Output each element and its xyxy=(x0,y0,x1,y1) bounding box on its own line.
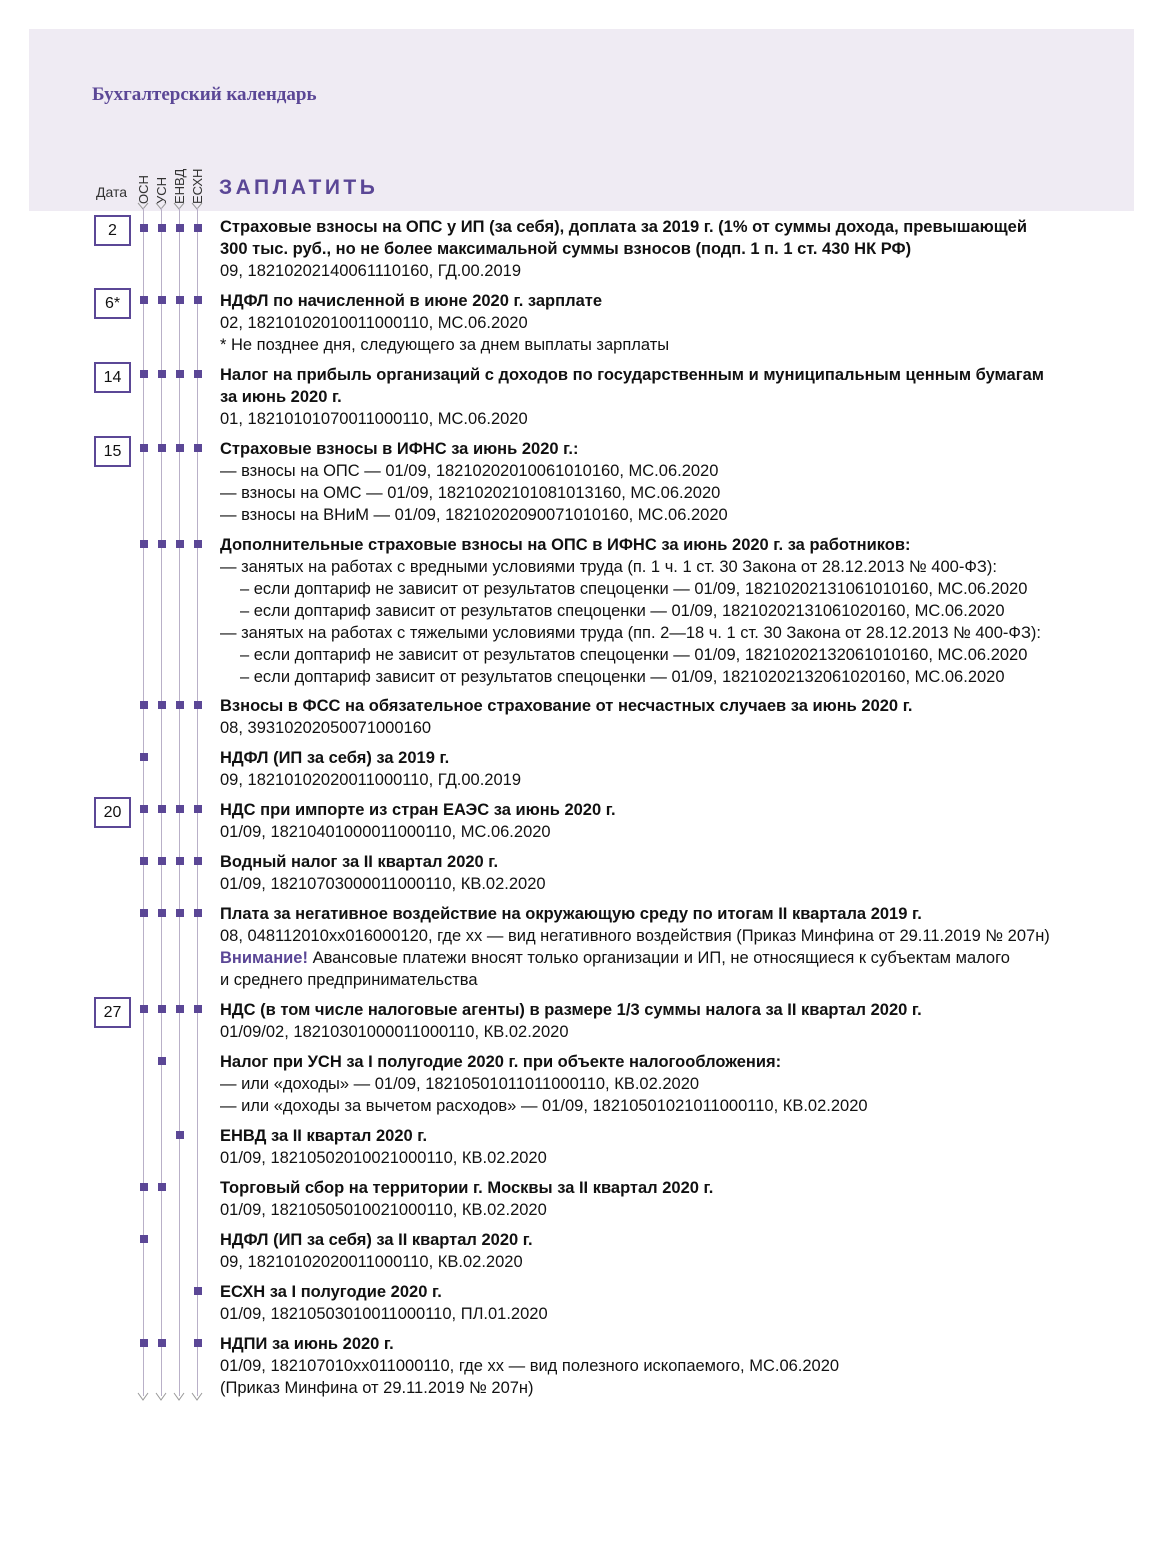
entry-detail: 01/09, 18210502010021000110, КВ.02.2020 xyxy=(220,1149,547,1167)
entry-detail: — взносы на ОМС — 01/09, 18210202101081013160, МС.06.2020 xyxy=(220,484,721,502)
entry-title: НДС (в том числе налоговые агенты) в размере 1/3 суммы налога за II квартал 2020 г. xyxy=(220,1001,922,1019)
entry-detail: – если доптариф зависит от результатов спецоценки — 01/09, 18210202131061020160, МС.06.2020 xyxy=(240,602,1005,620)
timeline-envd xyxy=(179,208,180,1396)
marker-envd xyxy=(176,540,184,548)
entry xyxy=(220,1333,1120,1399)
marker-usn xyxy=(158,805,166,813)
entry-detail: 08, 048112010xx016000120, где хх — вид негативного воздействия (Приказ Минфина от 29.11.2019 № 207н) xyxy=(220,927,1050,945)
marker-envd xyxy=(176,857,184,865)
marker-osn xyxy=(140,296,148,304)
entry-title: Дополнительные страховые взносы на ОПС в ИФНС за июнь 2020 г. за работников: xyxy=(220,536,911,554)
entry xyxy=(220,1229,1120,1273)
marker-usn xyxy=(158,444,166,452)
marker-usn xyxy=(158,540,166,548)
marker-usn xyxy=(158,1183,166,1191)
marker-eshn xyxy=(194,296,202,304)
entry xyxy=(220,364,1120,430)
entry xyxy=(220,1051,1120,1117)
column-header-date: Дата xyxy=(96,184,128,200)
page-title: Бухгалтерский календарь xyxy=(92,84,317,105)
entry-detail: — взносы на ОПС — 01/09, 18210202010061010160, МС.06.2020 xyxy=(220,462,719,480)
section-title: ЗАПЛАТИТЬ xyxy=(219,176,379,199)
marker-usn xyxy=(158,909,166,917)
entry xyxy=(220,534,1120,688)
entry-detail: — или «доходы» — 01/09, 18210501011011000110, КВ.02.2020 xyxy=(220,1075,700,1093)
entry xyxy=(220,1281,1120,1325)
timeline-eshn xyxy=(197,208,198,1396)
entry-detail: 09, 18210102020011000110, КВ.02.2020 xyxy=(220,1253,523,1271)
entry-detail: 09, 18210202140061110160, ГД.00.2019 xyxy=(220,262,522,280)
date-box: 6* xyxy=(94,288,131,319)
entry xyxy=(220,438,1120,526)
entry-detail xyxy=(220,947,1120,969)
marker-osn xyxy=(140,857,148,865)
marker-envd xyxy=(176,224,184,232)
entry-title: ЕНВД за II квартал 2020 г. xyxy=(220,1127,428,1145)
marker-usn xyxy=(158,1057,166,1065)
marker-envd xyxy=(176,1005,184,1013)
timeline-osn xyxy=(143,208,144,1396)
arrow-down-icon xyxy=(173,1390,185,1402)
marker-envd xyxy=(176,444,184,452)
timeline-usn xyxy=(161,208,162,1396)
entry-title: Водный налог за II квартал 2020 г. xyxy=(220,853,499,871)
marker-eshn xyxy=(194,701,202,709)
marker-osn xyxy=(140,1005,148,1013)
entry xyxy=(220,1125,1120,1169)
entry-title: НДФЛ (ИП за себя) за II квартал 2020 г. xyxy=(220,1231,533,1249)
entry-title: НДФЛ по начисленной в июне 2020 г. зарплате xyxy=(220,292,602,310)
marker-envd xyxy=(176,296,184,304)
entry-detail: 08, 39310202050071000160 xyxy=(220,719,432,737)
entry-detail-text: Авансовые платежи вносят только организации и ИП, не относящиеся к субъектам малого xyxy=(307,949,1010,967)
marker-envd xyxy=(176,701,184,709)
entry xyxy=(220,216,1120,282)
entry-title: Плата за негативное воздействие на окружающую среду по итогам II квартала 2019 г. xyxy=(220,905,922,923)
arrow-down-icon xyxy=(191,1390,203,1402)
attention-label: Внимание! xyxy=(220,949,308,967)
marker-osn xyxy=(140,1235,148,1243)
entry-detail: и среднего предпринимательства xyxy=(220,971,478,989)
entry-detail: — занятых на работах с вредными условиями труда (п. 1 ч. 1 ст. 30 Закона от 28.12.2013 № 400-ФЗ): xyxy=(220,558,997,576)
marker-eshn xyxy=(194,224,202,232)
entry-detail: – если доптариф не зависит от результатов спецоценки — 01/09, 18210202132061010160, МС.06.2020 xyxy=(240,646,1028,664)
entry-title: ЕСХН за I полугодие 2020 г. xyxy=(220,1283,442,1301)
entry-detail: 09, 18210102020011000110, ГД.00.2019 xyxy=(220,771,522,789)
entry-detail: 01, 18210101070011000110, МС.06.2020 xyxy=(220,410,528,428)
marker-eshn xyxy=(194,370,202,378)
entry-detail: — взносы на ВНиМ — 01/09, 18210202090071010160, МС.06.2020 xyxy=(220,506,728,524)
marker-envd xyxy=(176,1131,184,1139)
marker-usn xyxy=(158,370,166,378)
entry-detail: 01/09, 18210505010021000110, КВ.02.2020 xyxy=(220,1201,547,1219)
entry xyxy=(220,999,1120,1043)
arrow-down-icon xyxy=(137,1390,149,1402)
marker-eshn xyxy=(194,444,202,452)
entry-detail: — или «доходы за вычетом расходов» — 01/09, 18210501021011000110, КВ.02.2020 xyxy=(220,1097,868,1115)
entry xyxy=(220,903,1120,991)
column-header-eshn: ЕСХН xyxy=(190,168,205,204)
marker-osn xyxy=(140,753,148,761)
marker-envd xyxy=(176,805,184,813)
date-box: 20 xyxy=(94,797,131,828)
entry-detail: (Приказ Минфина от 29.11.2019 № 207н) xyxy=(220,1379,534,1397)
entry-title: Страховые взносы на ОПС у ИП (за себя), доплата за 2019 г. (1% от суммы дохода, превышающей xyxy=(220,218,1027,236)
entry-title: Налог на прибыль организаций с доходов по государственным и муниципальным ценным бумагам xyxy=(220,366,1044,384)
entry xyxy=(220,851,1120,895)
entry-detail: 01/09, 18210503010011000110, ПЛ.01.2020 xyxy=(220,1305,548,1323)
column-header-usn: УСН xyxy=(154,176,169,204)
entry-detail: 02, 18210102010011000110, МС.06.2020 xyxy=(220,314,528,332)
entry-title: Торговый сбор на территории г. Москвы за II квартал 2020 г. xyxy=(220,1179,714,1197)
entry-title: Страховые взносы в ИФНС за июнь 2020 г.: xyxy=(220,440,579,458)
marker-usn xyxy=(158,1005,166,1013)
marker-eshn xyxy=(194,1005,202,1013)
entry-title: Взносы в ФСС на обязательное страхование от несчастных случаев за июнь 2020 г. xyxy=(220,697,913,715)
entry xyxy=(220,695,1120,739)
marker-eshn xyxy=(194,909,202,917)
entry-detail: – если доптариф не зависит от результатов спецоценки — 01/09, 18210202131061010160, МС.06.2020 xyxy=(240,580,1028,598)
marker-eshn xyxy=(194,1287,202,1295)
date-box: 2 xyxy=(94,215,131,246)
marker-osn xyxy=(140,1339,148,1347)
marker-eshn xyxy=(194,540,202,548)
entry-footnote: * Не позднее дня, следующего за днем выплаты зарплаты xyxy=(220,336,670,354)
entry xyxy=(220,1177,1120,1221)
entry-detail: – если доптариф зависит от результатов спецоценки — 01/09, 18210202132061020160, МС.06.2020 xyxy=(240,668,1005,686)
column-header-envd: ЕНВД xyxy=(172,168,187,204)
marker-usn xyxy=(158,1339,166,1347)
entry-title: за июнь 2020 г. xyxy=(220,388,342,406)
entry-detail: 01/09, 182107010xx011000110, где хх — вид полезного ископаемого, МС.06.2020 xyxy=(220,1357,840,1375)
arrow-down-icon xyxy=(155,1390,167,1402)
marker-eshn xyxy=(194,805,202,813)
marker-usn xyxy=(158,701,166,709)
marker-osn xyxy=(140,909,148,917)
marker-osn xyxy=(140,444,148,452)
entry-title: НДС при импорте из стран ЕАЭС за июнь 2020 г. xyxy=(220,801,616,819)
marker-osn xyxy=(140,540,148,548)
marker-usn xyxy=(158,296,166,304)
date-box: 14 xyxy=(94,362,131,393)
date-box: 27 xyxy=(94,997,131,1028)
entry-detail: 01/09, 18210401000011000110, МС.06.2020 xyxy=(220,823,551,841)
entry-detail: 01/09/02, 18210301000011000110, КВ.02.2020 xyxy=(220,1023,569,1041)
entry-detail: — занятых на работах с тяжелыми условиями труда (пп. 2—18 ч. 1 ст. 30 Закона от 28.12.2013 № 400-ФЗ): xyxy=(220,624,1041,642)
marker-osn xyxy=(140,370,148,378)
entry xyxy=(220,799,1120,843)
entry-title: 300 тыс. руб., но не более максимальной суммы взносов (подп. 1 п. 1 ст. 430 НК РФ) xyxy=(220,240,912,258)
column-header-osn: ОСН xyxy=(136,175,151,204)
entry xyxy=(220,747,1120,791)
marker-eshn xyxy=(194,857,202,865)
entry-title: НДПИ за июнь 2020 г. xyxy=(220,1335,394,1353)
entry-detail: 01/09, 18210703000011000110, КВ.02.2020 xyxy=(220,875,546,893)
marker-osn xyxy=(140,805,148,813)
marker-eshn xyxy=(194,1339,202,1347)
marker-usn xyxy=(158,857,166,865)
marker-envd xyxy=(176,909,184,917)
entry xyxy=(220,290,1120,356)
marker-osn xyxy=(140,1183,148,1191)
marker-osn xyxy=(140,224,148,232)
entry-title: Налог при УСН за I полугодие 2020 г. при объекте налогообложения: xyxy=(220,1053,782,1071)
entry-title: НДФЛ (ИП за себя) за 2019 г. xyxy=(220,749,450,767)
marker-osn xyxy=(140,701,148,709)
marker-usn xyxy=(158,224,166,232)
marker-envd xyxy=(176,370,184,378)
date-box: 15 xyxy=(94,436,131,467)
